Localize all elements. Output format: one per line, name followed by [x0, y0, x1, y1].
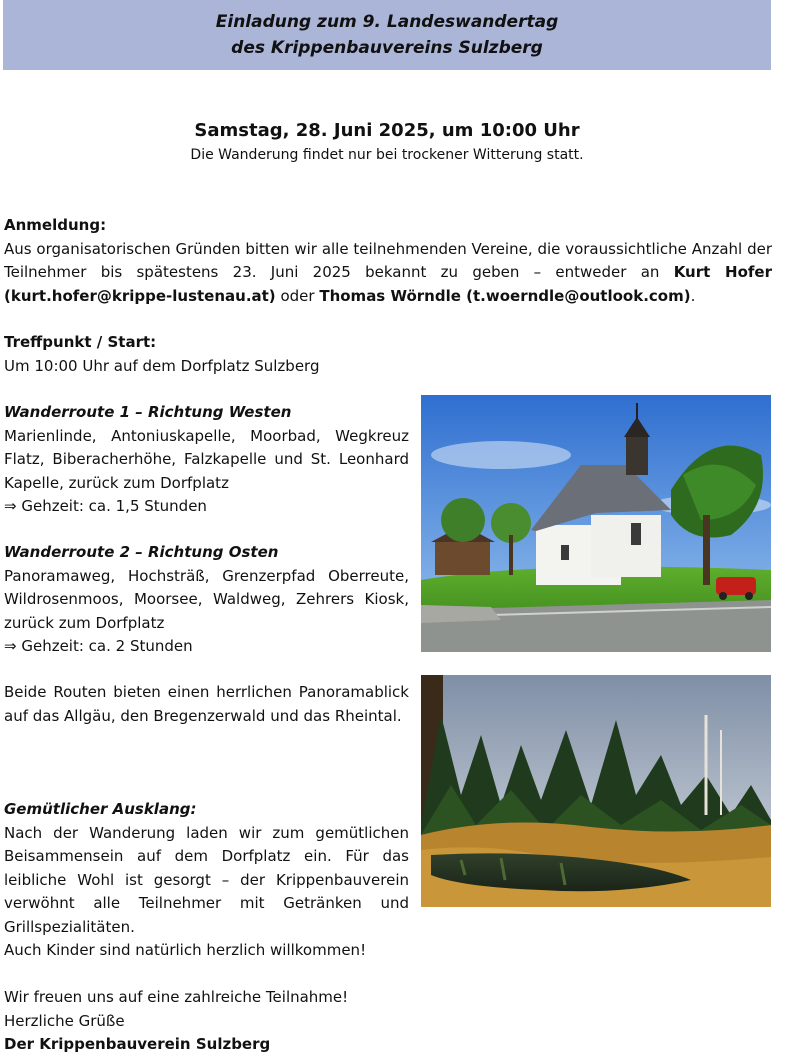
- title-banner: [3, 0, 771, 70]
- route1-section: [4, 401, 409, 519]
- moor-lake-photo: [421, 675, 771, 907]
- registration-heading: Anmeldung:: [4, 216, 107, 234]
- signature: Der Krippenbauverein Sulzberg: [4, 1035, 271, 1053]
- route1-heading: Wanderroute 1 – Richtung Westen: [4, 403, 292, 421]
- weather-note: Die Wanderung findet nur bei trockener Witterung statt.: [190, 147, 584, 163]
- closing-heading: Gemütlicher Ausklang:: [4, 800, 197, 818]
- route1-time: ⇒ Gehzeit: ca. 1,5 Stunden: [4, 497, 207, 515]
- footer-line-1: Wir freuen uns auf eine zahlreiche Teilnahme!: [4, 988, 349, 1006]
- footer-section: [4, 986, 772, 1057]
- chapel-photo: [421, 395, 771, 652]
- contact-kurt-hofer: Kurt Hofer (kurt.hofer@krippe-lustenau.at): [4, 263, 772, 305]
- route1-text: Marienlinde, Antoniuskapelle, Moorbad, Wegkreuz Flatz, Biberacherhöhe, Falzkapelle und St. Leonhard Kapelle, zurück zum Dorfplatz: [4, 426, 409, 492]
- closing-text: Nach der Wanderung laden wir zum gemütlichen Beisammensein auf dem Dorfplatz ein. Für das leibliche Wohl ist gesorgt – der Krippenbauverein verwöhnt alle Teilnehmer mit Getränken und Grillspezialitäten.: [4, 823, 409, 936]
- route2-heading: Wanderroute 2 – Richtung Osten: [4, 543, 279, 561]
- panorama-text: Beide Routen bieten einen herrlichen Panoramablick auf das Allgäu, den Bregenzerwald und das Rheintal.: [4, 683, 409, 725]
- registration-section: [4, 214, 772, 308]
- route2-section: [4, 541, 409, 659]
- route2-text: Panoramaweg, Hochsträß, Grenzerpfad Oberreute, Wildrosenmoos, Moorsee, Waldweg, Zehrers Kiosk, zurück zum Dorfplatz: [4, 566, 409, 632]
- registration-end: .: [690, 286, 696, 305]
- event-date: Samstag, 28. Juni 2025, um 10:00 Uhr: [194, 120, 580, 141]
- title-line-2: des Krippenbauvereins Sulzberg: [231, 38, 543, 58]
- registration-text: [4, 238, 772, 309]
- contact-connector: oder: [280, 286, 315, 305]
- title-line-1: Einladung zum 9. Landeswandertag: [215, 12, 559, 32]
- contact-thomas-woerndle: Thomas Wörndle (t.woerndle@outlook.com): [319, 286, 691, 305]
- meeting-text: Um 10:00 Uhr auf dem Dorfplatz Sulzberg: [4, 356, 320, 375]
- event-date-block: [0, 118, 774, 166]
- footer-line-2: Herzliche Grüße: [4, 1011, 125, 1030]
- meeting-heading: Treffpunkt / Start:: [4, 333, 157, 351]
- closing-section: [4, 798, 409, 963]
- kids-welcome-text: Auch Kinder sind natürlich herzlich willkommen!: [4, 941, 367, 959]
- registration-body: Aus organisatorischen Gründen bitten wir alle teilnehmenden Vereine, die voraussichtliche Anzahl der Teilnehmer bis spätestens 23. Juni 2025 bekannt zu geben – entweder an: [4, 239, 772, 281]
- meeting-section: [4, 331, 772, 378]
- panorama-section: [4, 681, 409, 728]
- route2-time: ⇒ Gehzeit: ca. 2 Stunden: [4, 637, 193, 655]
